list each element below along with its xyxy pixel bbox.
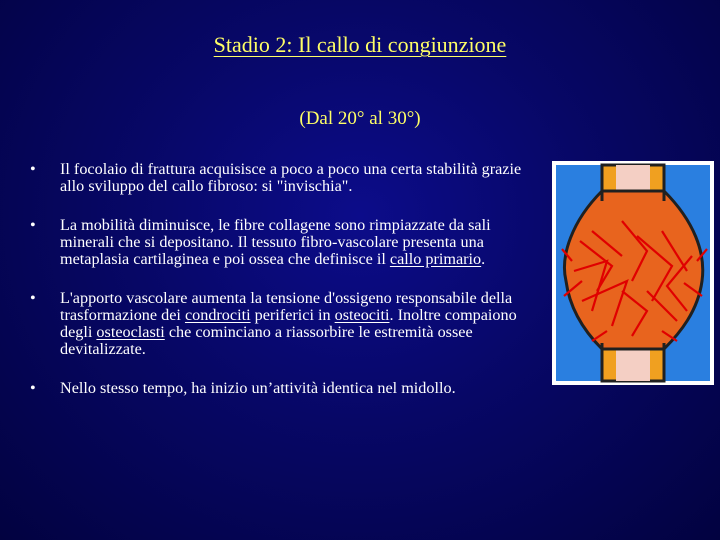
term-osteoclasti: osteoclasti (96, 323, 165, 341)
slide-title: Stadio 2: Il callo di congiunzione (213, 32, 507, 57)
bullet-text: . Inoltre compaiono degli (60, 306, 517, 341)
bullet-item-4 (30, 380, 530, 397)
bullet-text: che cominciano a riassorbire le estremità ossee devitalizzate. (60, 323, 473, 358)
bullet-icon: • (30, 160, 36, 178)
bullet-icon: • (30, 289, 36, 307)
slide-subtitle (0, 108, 720, 130)
bone-callus-drawing (552, 161, 714, 385)
bullet-text: Nello stesso tempo, ha inizio un’attività identica nel midollo. (60, 379, 456, 397)
bullet-item-3 (30, 290, 530, 358)
bullet-item-1 (30, 161, 530, 195)
bullet-item-2 (30, 217, 530, 268)
bullet-text: Il focolaio di frattura acquisisce a poco a poco una certa stabilità grazie allo sviluppo del callo fibroso: si "invischia". (60, 160, 522, 195)
bullet-text: . (481, 250, 486, 268)
bullet-text: L'apporto vascolare aumenta la tensione d'ossigeno responsabile della trasformazione dei (60, 289, 513, 324)
bone-callus-illustration (552, 161, 714, 385)
bullet-icon: • (30, 379, 36, 397)
term-callo-primario: callo primario (389, 250, 482, 268)
bullet-icon: • (30, 216, 36, 234)
bullet-list (30, 161, 530, 397)
subtitle-text: (Dal 20° al 30°) (299, 108, 421, 129)
bullet-text: La mobilità diminuisce, le fibre collagene sono rimpiazzate da sali minerali che si depositano. Il tessuto fibro-vascolare presenta una metaplasia cartilaginea e poi ossea che definisce il (60, 216, 491, 268)
fracture-callus (565, 191, 703, 349)
bullet-text: periferici in (250, 306, 335, 324)
term-osteociti: osteociti (334, 306, 390, 324)
term-condrociti: condrociti (184, 306, 251, 324)
